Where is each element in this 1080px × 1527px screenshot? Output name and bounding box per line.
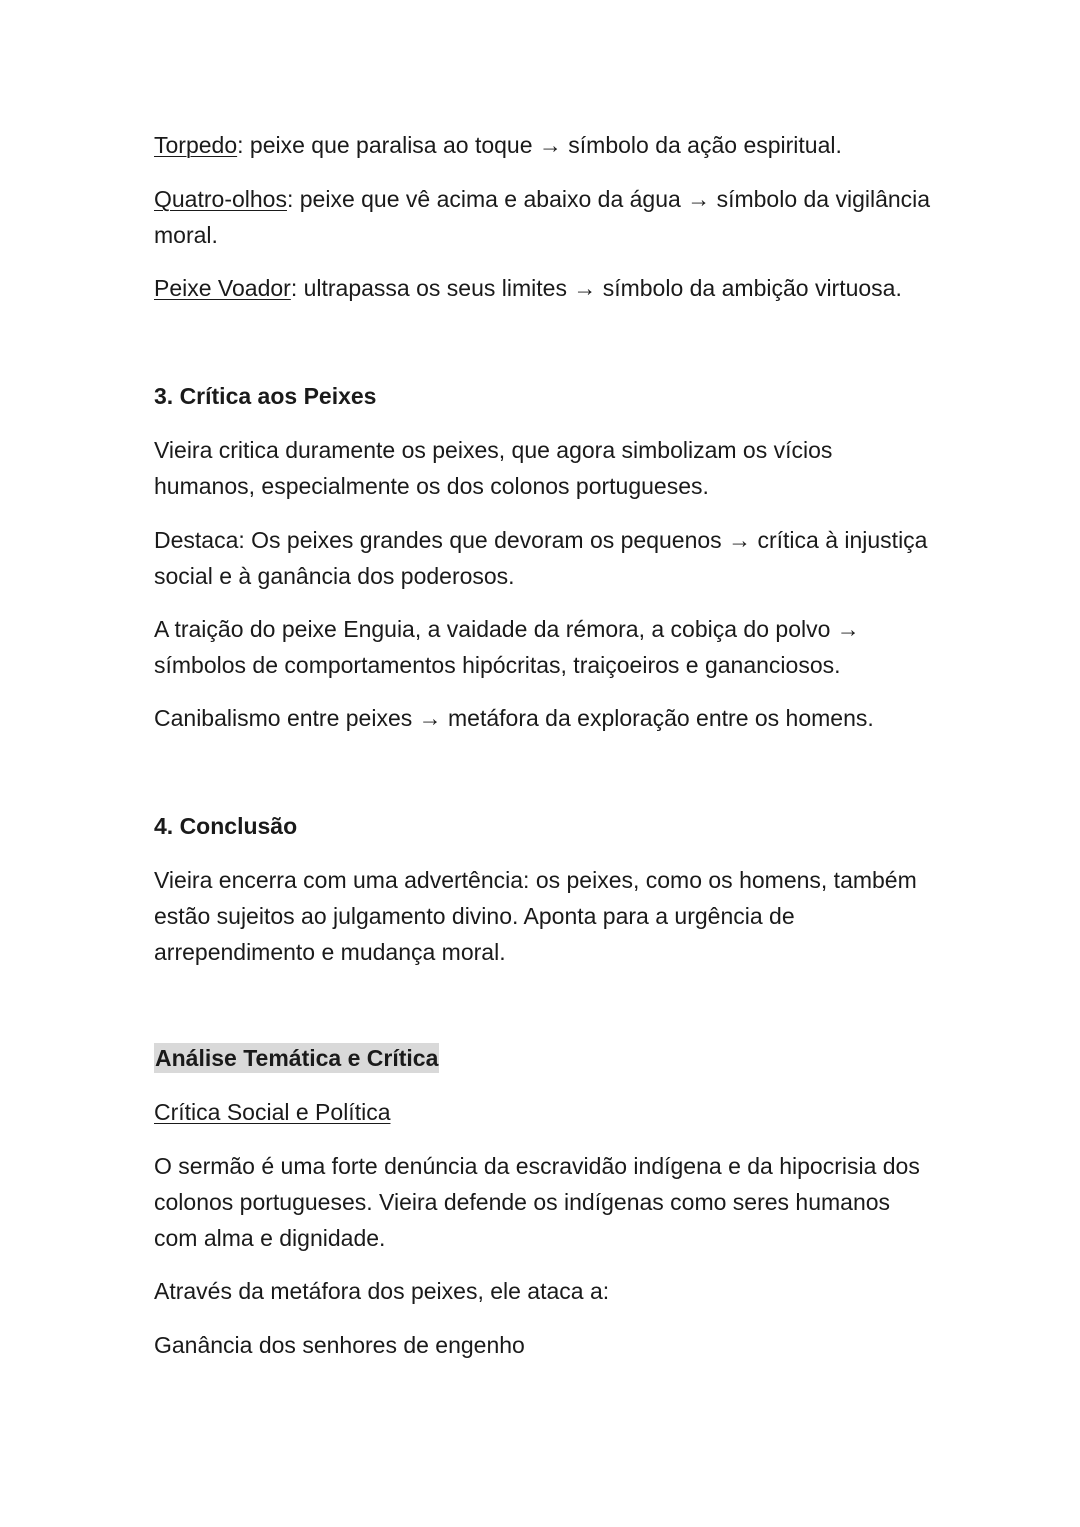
fish-symbol-peixe-voador xyxy=(154,270,934,306)
section-heading: 4. Conclusão xyxy=(154,813,298,839)
fish-name: Torpedo xyxy=(154,132,238,158)
paragraph: Vieira encerra com uma advertência: os peixes, como os homens, também estão sujeitos ao julgamento divino. Aponta para a urgência de arrependimento e mudança moral. xyxy=(154,867,917,965)
paragraph: O sermão é uma forte denúncia da escravidão indígena e da hipocrisia dos colonos portugueses. Vieira defende os indígenas como seres humanos com alma e dignidade. xyxy=(154,1153,920,1251)
section-heading: 3. Crítica aos Peixes xyxy=(154,383,377,409)
fish-name: Quatro-olhos xyxy=(154,186,287,212)
fish-description: : peixe que vê acima e abaixo da água → símbolo da vigilância moral. xyxy=(154,186,931,248)
highlighted-heading: Análise Temática e Crítica xyxy=(155,1045,439,1071)
fish-description: : peixe que paralisa ao toque → símbolo da ação espiritual. xyxy=(237,132,842,158)
fish-symbol-torpedo xyxy=(154,127,934,163)
paragraph: Ganância dos senhores de engenho xyxy=(154,1332,525,1358)
fish-description: : ultrapassa os seus limites → símbolo da ambição virtuosa. xyxy=(290,275,902,301)
fish-name: Peixe Voador xyxy=(154,275,291,301)
paragraph: Destaca: Os peixes grandes que devoram os pequenos → crítica à injustiça social e à ganância dos poderosos. xyxy=(154,527,928,589)
paragraph: Através da metáfora dos peixes, ele ataca a: xyxy=(154,1278,610,1304)
paragraph: A traição do peixe Enguia, a vaidade da rémora, a cobiça do polvo → símbolos de comportamentos hipócritas, traiçoeiros e gananciosos. xyxy=(154,616,860,678)
analysis-subheading: Crítica Social e Política xyxy=(154,1099,391,1125)
fish-symbol-quatro-olhos xyxy=(154,181,934,253)
analysis-heading xyxy=(154,1040,934,1076)
paragraph: Canibalismo entre peixes → metáfora da exploração entre os homens. xyxy=(154,705,874,731)
paragraph: Vieira critica duramente os peixes, que agora simbolizam os vícios humanos, especialmente os dos colonos portugueses. xyxy=(154,437,833,499)
